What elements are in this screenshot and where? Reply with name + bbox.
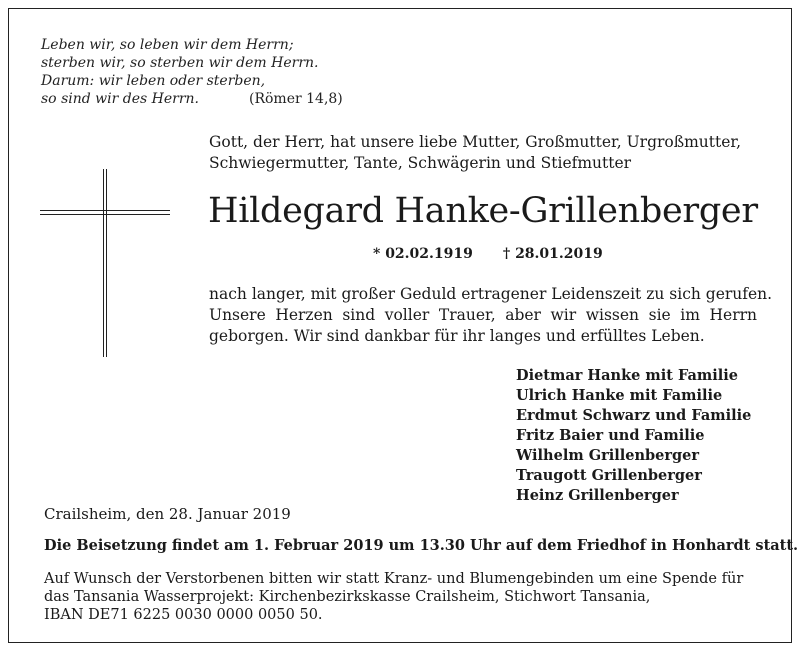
intro-line: Gott, der Herr, hat unsere liebe Mutter, Großmutter, Urgroßmutter, bbox=[209, 133, 742, 151]
birth-date: * 02.02.1919 bbox=[373, 246, 473, 262]
intro-line: Schwiegermutter, Tante, Schwägerin und Stiefmutter bbox=[209, 154, 632, 172]
mourners-list bbox=[516, 366, 751, 506]
mourner-entry: Ulrich Hanke mit Familie bbox=[516, 387, 723, 404]
mourner-entry: Fritz Baier und Familie bbox=[516, 427, 705, 444]
death-date: † 28.01.2019 bbox=[502, 246, 603, 262]
cross-icon bbox=[103, 169, 107, 357]
verse-line: Darum: wir leben oder sterben, bbox=[41, 73, 266, 89]
intro-text bbox=[209, 132, 769, 174]
life-dates bbox=[373, 246, 603, 262]
mourner-entry: Traugott Grillenberger bbox=[516, 467, 702, 484]
mourner-entry: Dietmar Hanke mit Familie bbox=[516, 367, 738, 384]
message-text bbox=[209, 284, 773, 347]
donation-line: Auf Wunsch der Verstorbenen bitten wir statt Kranz- und Blumengebinden um eine Spende für bbox=[44, 571, 744, 587]
donation-line: das Tansania Wasserprojekt: Kirchenbezirkskasse Crailsheim, Stichwort Tansania, bbox=[44, 589, 651, 605]
verse-line: Leben wir, so leben wir dem Herrn; bbox=[41, 37, 294, 53]
deceased-name: Hildegard Hanke-Grillenberger bbox=[208, 191, 758, 231]
mourner-entry: Erdmut Schwarz und Familie bbox=[516, 407, 752, 424]
mourner-entry: Wilhelm Grillenberger bbox=[516, 447, 700, 464]
message-line: nach langer, mit großer Geduld ertragener Leidenszeit zu sich gerufen. bbox=[209, 285, 773, 303]
cross-icon-crossbar bbox=[40, 210, 170, 215]
donation-line: IBAN DE71 6225 0030 0000 0050 50. bbox=[44, 607, 323, 623]
message-line: Unsere Herzen sind voller Trauer, aber wir wissen sie im Herrn bbox=[209, 306, 757, 324]
place-and-date: Crailsheim, den 28. Januar 2019 bbox=[44, 505, 291, 523]
bible-verse bbox=[41, 36, 343, 108]
verse-line: sterben wir, so sterben wir dem Herrn. bbox=[41, 55, 319, 71]
obituary-notice bbox=[8, 8, 799, 643]
verse-line: so sind wir des Herrn. bbox=[41, 91, 199, 107]
verse-reference: (Römer 14,8) bbox=[249, 91, 343, 107]
donation-request bbox=[44, 570, 759, 624]
message-line: geborgen. Wir sind dankbar für ihr langes und erfülltes Leben. bbox=[209, 327, 705, 345]
burial-notice: Die Beisetzung findet am 1. Februar 2019 um 13.30 Uhr auf dem Friedhof in Honhardt statt. bbox=[44, 537, 799, 554]
mourner-entry: Heinz Grillenberger bbox=[516, 487, 679, 504]
